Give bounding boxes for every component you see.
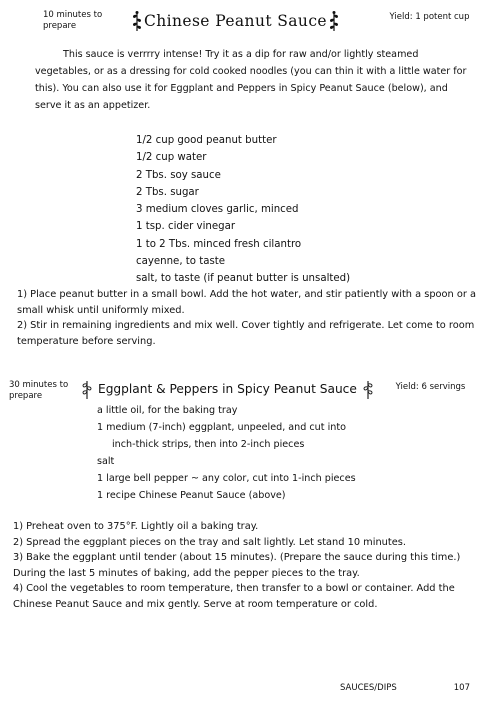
instruction-step: 2) Spread the eggplant pieces on the tray and salt lightly. Let stand 10 minutes. (13, 536, 406, 548)
recipe2-title-row (80, 376, 400, 402)
ingredient-item: 2 Tbs. soy sauce (136, 169, 221, 181)
recipe1-yield: Yield: 1 potent cup (389, 12, 470, 22)
ingredient-item: 1 to 2 Tbs. minced fresh cilantro (136, 238, 302, 250)
instruction-step: 1) Place peanut butter in a small bowl. Add the hot water, and stir patiently with a spoon or a small whisk until uniformly mixed. (17, 289, 476, 316)
recipe1-steps (17, 287, 477, 349)
ingredient-item: inch-thick strips, then into 2-inch pieces (112, 439, 305, 450)
recipe2-yield: Yield: 6 servings (395, 382, 466, 392)
ingredient-item: salt, to taste (if peanut butter is unsalted) (136, 273, 351, 285)
ingredient-item: 1 recipe Chinese Peanut Sauce (above) (97, 490, 286, 501)
page-number: 107 (453, 683, 470, 693)
recipe1-intro: This sauce is verrrry intense! Try it as a dip for raw and/or lightly steamed vegetables, or as a dressing for cold cooked noodles (you can thin it with a little water for this). You can also use it for Eggplant and Peppers in Spicy Peanut Sauce (below), and serve it as an appetizer. (35, 49, 467, 111)
recipe1-title: Chinese Peanut Sauce (144, 12, 327, 30)
recipe1-title-row (130, 6, 370, 36)
leaf-sprig-icon (327, 10, 341, 32)
instruction-step: 2) Stir in remaining ingredients and mix well. Cover tightly and refrigerate. Let come to room temperature before serving. (17, 320, 475, 347)
ingredient-item: cayenne, to taste (136, 256, 226, 268)
recipe2-title: Eggplant & Peppers in Spicy Peanut Sauce (98, 382, 357, 396)
page-footer (340, 683, 470, 693)
recipe2-prep-time: 30 minutes to prepare (9, 380, 69, 401)
leaf-sprig-icon (80, 378, 94, 400)
ingredient-item: 1/2 cup good peanut butter (136, 135, 277, 146)
leaf-sprig-icon (361, 378, 375, 400)
ingredient-item: 1 tsp. cider vinegar (136, 221, 236, 233)
leaf-sprig-icon (130, 10, 144, 32)
recipe2-ingredient-list (97, 402, 437, 504)
ingredient-item: salt (97, 456, 115, 467)
section-label: SAUCES/DIPS (340, 683, 397, 693)
instruction-step: 4) Cool the vegetables to room temperature, then transfer to a bowl or container. Add the Chinese Peanut Sauce and mix gently. Serve at room temperature or cold. (13, 583, 455, 610)
ingredient-item: 1/2 cup water (136, 152, 207, 164)
instruction-step: 3) Bake the eggplant until tender (about 15 minutes). (Prepare the sauce during this time.) During the last 5 minutes of baking, add the pepper pieces to the tray. (13, 552, 461, 579)
instruction-step: 1) Preheat oven to 375°F. Lightly oil a baking tray. (13, 521, 259, 532)
ingredient-item: 2 Tbs. sugar (136, 186, 199, 198)
ingredient-item: 3 medium cloves garlic, minced (136, 204, 299, 216)
recipe1-prep-time: 10 minutes to prepare (43, 10, 103, 31)
ingredient-item: 1 large bell pepper ~ any color, cut into 1-inch pieces (97, 473, 356, 484)
recipe2-steps (13, 519, 473, 613)
recipe1-ingredient-list (136, 132, 456, 288)
ingredient-item: 1 medium (7-inch) eggplant, unpeeled, and cut into (97, 422, 346, 433)
ingredient-item: a little oil, for the baking tray (97, 405, 238, 416)
